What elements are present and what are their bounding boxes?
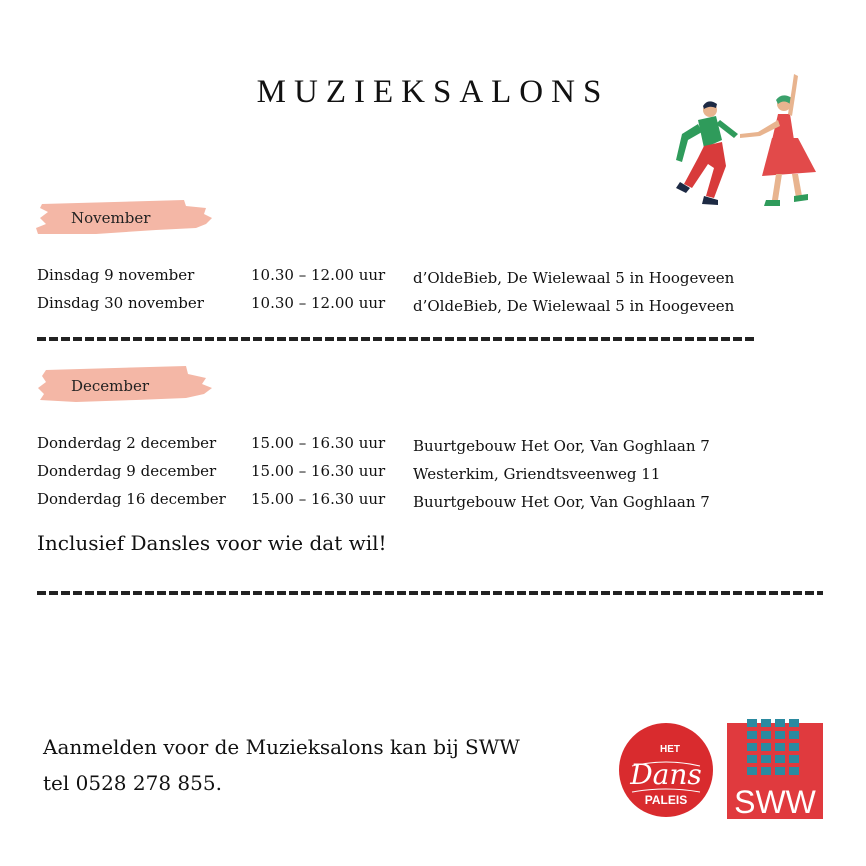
signup-text (43, 729, 520, 801)
divider (37, 591, 823, 595)
logo-text-bottom: PALEIS (644, 793, 688, 807)
dancers-illustration (668, 68, 828, 216)
page-title: MUZIEKSALONS (256, 74, 610, 110)
month-banner-november (36, 198, 216, 238)
event-place: d’OldeBieb, De Wielewaal 5 in Hoogeveen (413, 269, 735, 287)
event-place: Buurtgebouw Het Oor, Van Goghlaan 7 (413, 437, 710, 455)
sww-logo (727, 719, 823, 819)
dance-lesson-note: Inclusief Dansles voor wie dat wil! (37, 531, 387, 555)
signup-phone: tel 0528 278 855. (43, 771, 222, 795)
logo-text-middle: Dans (630, 758, 702, 791)
event-day: Donderdag 9 december (37, 462, 217, 480)
month-label: December (71, 377, 150, 395)
event-day: Dinsdag 30 november (37, 294, 204, 312)
event-day: Donderdag 2 december (37, 434, 217, 452)
logo-text-top: HET (660, 744, 680, 755)
event-time: 15.00 – 16.30 uur (251, 434, 386, 452)
month-label: November (71, 209, 151, 227)
event-time: 10.30 – 12.00 uur (251, 266, 386, 284)
event-place: d’OldeBieb, De Wielewaal 5 in Hoogeveen (413, 297, 735, 315)
logo-text-sww: SWW (734, 784, 816, 819)
event-day: Donderdag 16 december (37, 490, 226, 508)
month-banner-december (36, 366, 216, 406)
event-time: 15.00 – 16.30 uur (251, 462, 386, 480)
event-place: Westerkim, Griendtsveenweg 11 (413, 465, 661, 483)
event-time: 10.30 – 12.00 uur (251, 294, 386, 312)
signup-line: Aanmelden voor de Muzieksalons kan bij SWW (43, 735, 520, 759)
event-place: Buurtgebouw Het Oor, Van Goghlaan 7 (413, 493, 710, 511)
event-day: Dinsdag 9 november (37, 266, 195, 284)
divider (37, 337, 755, 341)
danspaleis-logo (618, 722, 714, 818)
event-time: 15.00 – 16.30 uur (251, 490, 386, 508)
